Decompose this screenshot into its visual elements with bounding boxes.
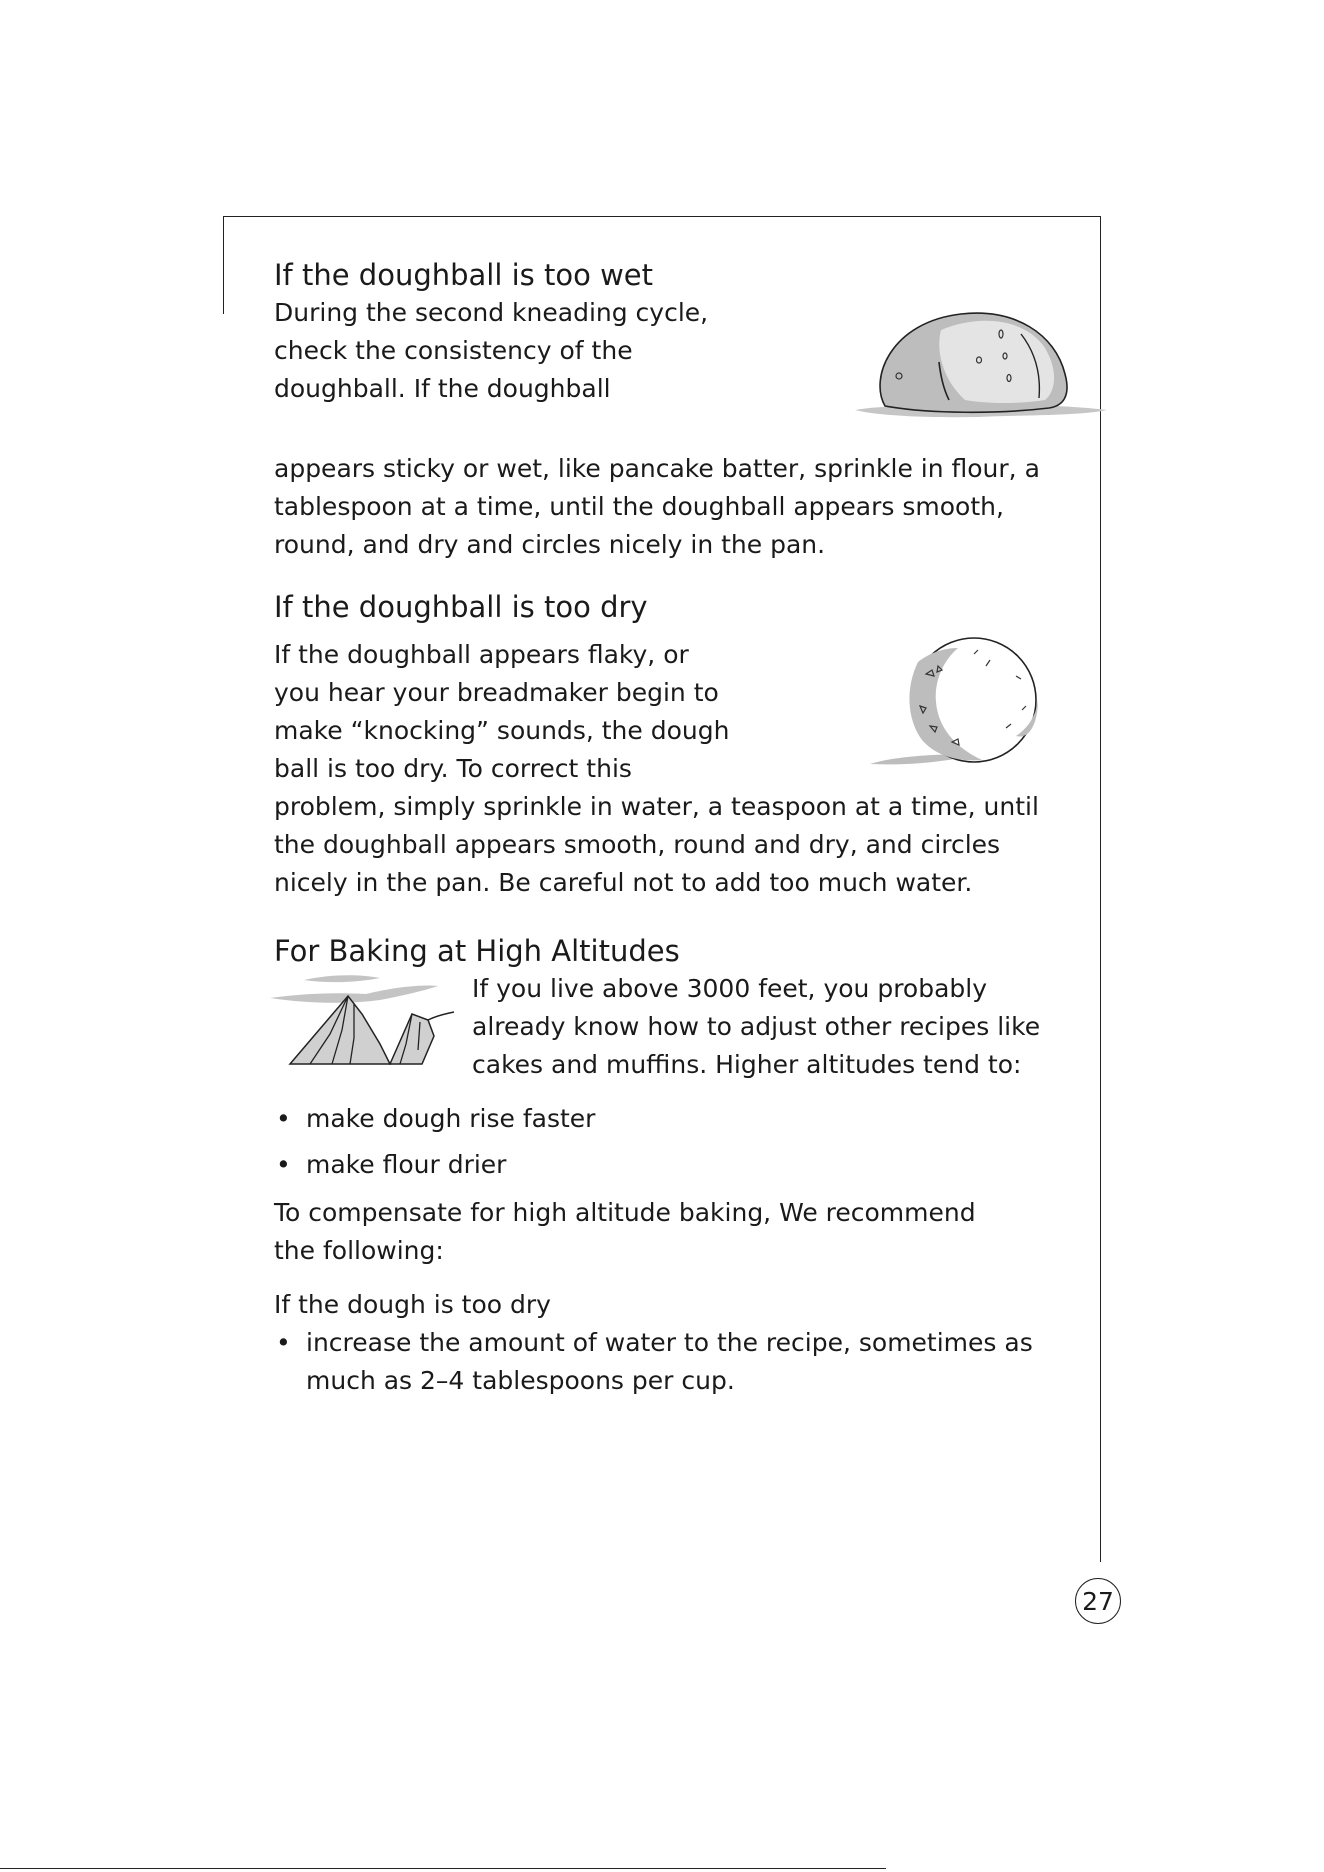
too-dry-intro-line-3: make “knocking” sounds, the dough	[274, 716, 730, 745]
altitude-intro-line-1: If you live above 3000 feet, you probably	[472, 974, 988, 1003]
too-wet-intro-line-1: During the second kneading cycle,	[274, 298, 709, 327]
bottom-rule	[0, 1868, 886, 1869]
frame-top-rule	[223, 216, 1101, 217]
frame-left-rule	[223, 216, 224, 314]
too-wet-intro-line-3: doughball. If the doughball	[274, 374, 611, 403]
too-wet-intro-line-2: check the consistency of the	[274, 336, 633, 365]
list-item-text-line-2: much as 2–4 tablespoons per cup.	[306, 1366, 735, 1395]
section-heading-too-wet: If the doughball is too wet	[274, 258, 654, 292]
list-item	[274, 1146, 1074, 1184]
altitude-intro-line-2: already know how to adjust other recipes like	[472, 1012, 1041, 1041]
mountain-icon	[270, 974, 458, 1074]
list-item-text: make dough rise faster	[306, 1104, 596, 1133]
wet-doughball-icon	[849, 300, 1111, 450]
too-dry-intro-line-4: ball is too dry. To correct this	[274, 754, 632, 783]
bullet-mark: •	[276, 1150, 291, 1179]
recommend-line-2: the following:	[274, 1236, 444, 1265]
section-heading-high-altitudes: For Baking at High Altitudes	[274, 934, 680, 968]
too-wet-body-line-3: round, and dry and circles nicely in the pan.	[274, 530, 826, 559]
spacer	[274, 1270, 1074, 1286]
altitude-subheading: If the dough is too dry	[274, 1290, 551, 1319]
section-heading-too-dry: If the doughball is too dry	[274, 590, 648, 624]
list-item	[274, 1100, 1074, 1138]
too-dry-intro-line-2: you hear your breadmaker begin to	[274, 678, 719, 707]
altitude-intro-line-3: cakes and muffins. Higher altitudes tend to:	[472, 1050, 1022, 1079]
too-dry-body-line-3: nicely in the pan. Be careful not to add too much water.	[274, 868, 973, 897]
dough-dry-list	[274, 1324, 1074, 1400]
list-item	[274, 1324, 1074, 1400]
too-dry-body-line-1: problem, simply sprinkle in water, a teaspoon at a time, until	[274, 792, 1039, 821]
too-wet-body-line-1: appears sticky or wet, like pancake batter, sprinkle in flour, a	[274, 454, 1040, 483]
bullet-mark: •	[276, 1328, 291, 1357]
page-content	[274, 256, 1074, 1400]
page-number: 27	[1075, 1578, 1121, 1624]
list-item-text: make flour drier	[306, 1150, 507, 1179]
spacer	[274, 1184, 1074, 1194]
bullet-mark: •	[276, 1104, 291, 1133]
too-dry-intro-line-1: If the doughball appears flaky, or	[274, 640, 689, 669]
too-dry-body-line-2: the doughball appears smooth, round and dry, and circles	[274, 830, 1001, 859]
dry-doughball-icon	[866, 636, 1066, 772]
spacer	[274, 1084, 1074, 1100]
list-item-text-line-1: increase the amount of water to the recipe, sometimes as	[306, 1328, 1033, 1357]
too-wet-body-line-2: tablespoon at a time, until the doughball appears smooth,	[274, 492, 1004, 521]
altitude-effects-list	[274, 1100, 1074, 1184]
recommend-line-1: To compensate for high altitude baking, We recommend	[274, 1198, 976, 1227]
